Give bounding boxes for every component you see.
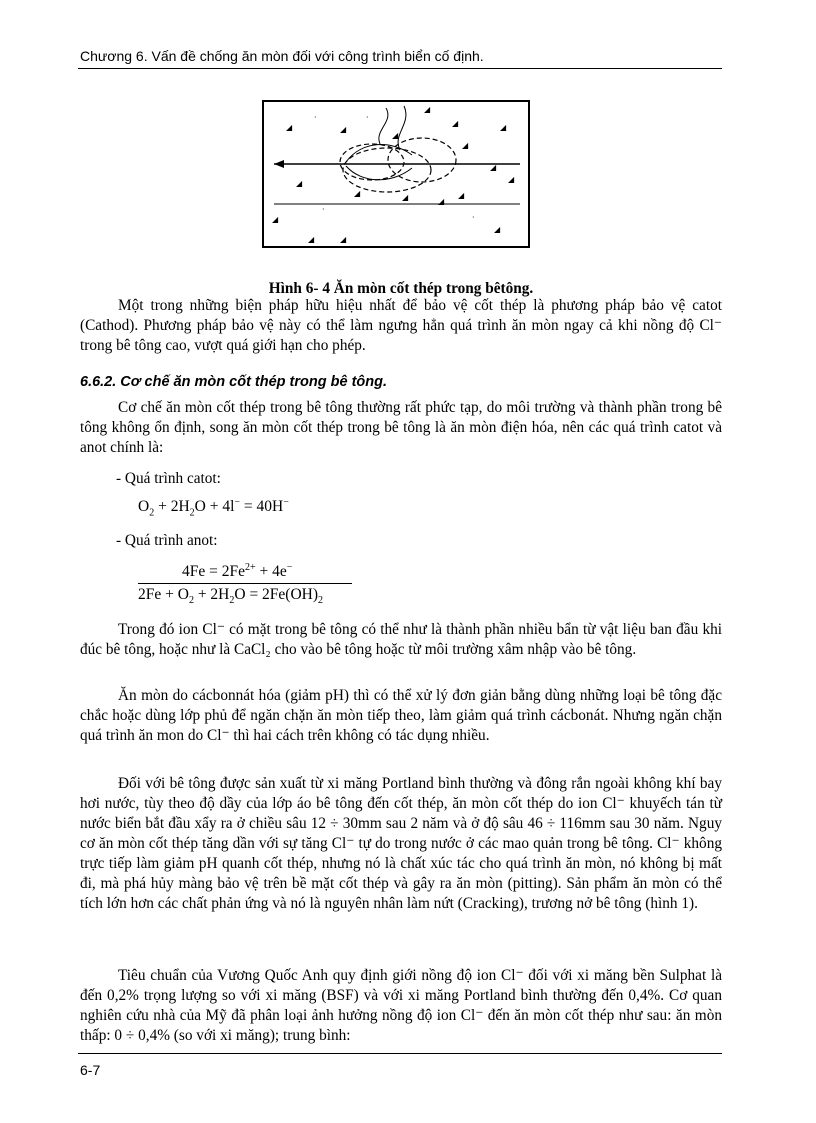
figure-caption: Hình 6- 4 Ăn mòn cốt thép trong bêtông. [268,280,534,297]
svg-text:◢: ◢ [500,123,507,132]
page-header: Chương 6. Vấn đề chống ăn mòn đối với công trình biển cố định. [80,48,484,64]
svg-text:◢: ◢ [494,225,501,234]
section-title: 6.6.2. Cơ chế ăn mòn cốt thép trong bê tông. [80,374,388,390]
cathode-equation: $O_2 + 2H_2O + 4l^- = 40H^-$ [138,497,289,519]
svg-text:◢: ◢ [402,193,409,202]
anode-equation-2: $2Fe + O_2 + 2H_2O = 2Fe(OH)_2$ [138,586,324,607]
svg-text:·: · [366,113,369,122]
svg-text:◢: ◢ [424,105,431,114]
svg-text:◢: ◢ [286,123,293,132]
paragraph-1: Một trong những biện pháp hữu hiệu nhất để bảo vệ cốt thép là phương pháp bảo vệ catot (Cathod). Phương pháp bảo vệ này có thể làm ngưng hẳn quá trình ăn mòn ngay cả khi nồng độ Cl⁻ trong bê tông cao, vượt quá giới hạn cho phép. [80,297,722,354]
anode-equation-1: $4Fe = 2Fe^{2+} + 4e^-$ [182,562,293,581]
svg-text:◢: ◢ [308,235,315,244]
header-rule [78,68,722,69]
svg-text:◢: ◢ [458,191,465,200]
page-number: 6-7 [80,1062,101,1078]
svg-text:·: · [472,213,475,222]
svg-text:◢: ◢ [340,235,347,244]
anode-label: - Quá trình anot: [116,532,218,549]
equation-rule [138,583,352,584]
svg-text:◢: ◢ [272,215,279,224]
footer-rule [78,1053,722,1054]
svg-text:◢: ◢ [392,131,399,140]
svg-text:◢: ◢ [490,163,497,172]
paragraph-3: Trong đó ion Cl⁻ có mặt trong bê tông có thể như là thành phần nhiều bẩn từ vật liệu ban đầu khi đúc bê tông, hoặc như là CaCl₂ cho vào bê tông hoặc từ môi trường xâm nhập vào bê tông. [80,621,722,658]
paragraph-5: Đối với bê tông được sản xuất từ xi măng Portland bình thường và đông rắn ngoài không khí bay hơi nước, tùy theo độ dầy của lớp áo bê tông đến cốt thép, ăn mòn cốt thép do ion Cl⁻ khuyếch tán từ nước biển bắt đầu xẩy ra ở chiều sâu 12 ÷ 30mm sau 2 năm và ở độ sâu 46 ÷ 116mm sau 30 năm. Nguy cơ ăn mòn cốt thép tăng dần với sự tăng Cl⁻ tự do trong nước ở các mao quản trong bê tông. Cl⁻ không trực tiếp làm giảm pH quanh cốt thép, nhưng nó là chất xúc tác cho quá trình ăn mòn, nó không bị mất đi, mà phá hủy màng bảo vệ trên bề mặt cốt thép và gây ra ăn mòn (pitting). Sản phẩm ăn mòn có thể tích lớn hơn các chất phản ứng và nó là nguyên nhân làm nứt (Cracking), trương nở bê tông (hình 1). [80,775,722,912]
corrosion-figure [262,100,530,248]
paragraph-2: Cơ chế ăn mòn cốt thép trong bê tông thường rất phức tạp, do môi trường và thành phần trong bê tông không ổn định, song ăn mòn cốt thép trong bê tông là ăn mòn điện hóa, nên các quá trình catot và anot chính là: [80,399,722,456]
svg-text:◢: ◢ [452,119,459,128]
svg-text:◢: ◢ [340,125,347,134]
cathode-label: - Quá trình catot: [116,470,221,487]
svg-text:◢: ◢ [354,189,361,198]
svg-text:◢: ◢ [296,179,303,188]
svg-text:·: · [322,205,325,214]
svg-text:◢: ◢ [438,197,445,206]
svg-text:·: · [314,113,317,122]
svg-text:◢: ◢ [462,141,469,150]
svg-text:◢: ◢ [508,175,515,184]
paragraph-4: Ăn mòn do cácbonnát hóa (giảm pH) thì có thể xử lý đơn giản bằng dùng những loại bê tông đặc chắc hoặc dùng lớp phủ để ngăn chặn ăn mòn tiếp theo, làm giảm quá trình cácbonát. Nhưng ngăn chặn quá trình ăn mon do Cl⁻ thì hai cách trên không có tác dụng nhiều. [80,687,722,744]
paragraph-6: Tiêu chuẩn của Vương Quốc Anh quy định giới nồng độ ion Cl⁻ đối với xi măng bền Sulphat là đến 0,2% trọng lượng so với xi măng (BSF) và với xi măng Portland bình thường đến 0,4%. Cơ quan nghiên cứu nhà của Mỹ đã phân loại ảnh hưởng nồng độ ion Cl⁻ đến ăn mòn cốt thép như sau: ăn mòn thấp: 0 ÷ 0,4% (so với xi măng); trung bình: [80,967,722,1044]
